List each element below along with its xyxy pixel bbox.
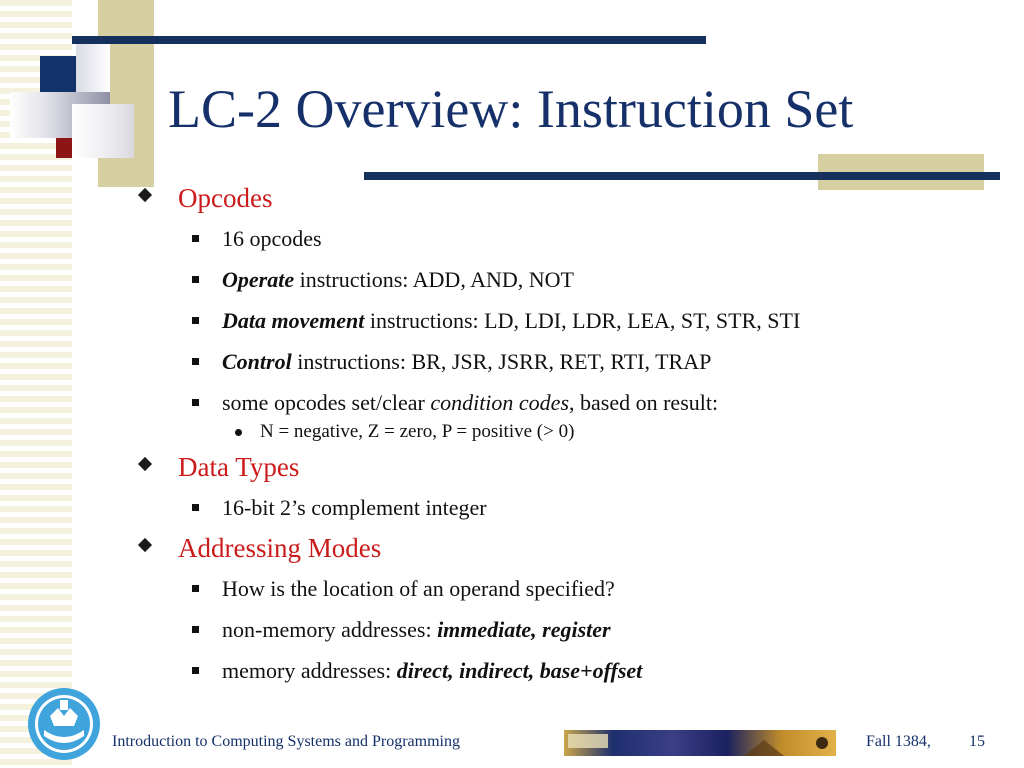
list-item-separator: , (448, 658, 460, 683)
list-item-emphasis: immediate (437, 617, 532, 642)
list-item-text: 16 opcodes (222, 226, 322, 251)
slide-title: LC-2 Overview: Instruction Set (168, 79, 854, 139)
section-heading-opcodes (140, 178, 1000, 218)
square-bullet-icon (192, 626, 199, 633)
section-heading-data-types (140, 447, 1000, 487)
sub-list-item (140, 417, 1000, 447)
footer-course-title: Introduction to Computing Systems and Programming (112, 733, 460, 750)
section-heading-addressing-modes (140, 528, 1000, 568)
light-square-decoration (76, 40, 110, 92)
light-gradient-square-decoration (72, 104, 134, 158)
square-bullet-icon (192, 667, 199, 674)
list-item-text: some opcodes set/clear (222, 390, 431, 415)
list-item (140, 568, 1000, 609)
section-heading-text: Data Types (178, 452, 300, 482)
dot-bullet-icon (235, 429, 242, 436)
list-item (140, 487, 1000, 528)
footer-term: Fall 1384, (866, 733, 931, 750)
square-bullet-icon (192, 276, 199, 283)
list-item-text: non-memory addresses: (222, 617, 438, 642)
square-bullet-icon (192, 585, 199, 592)
list-item (140, 218, 1000, 259)
list-item-emphasis: register (542, 617, 611, 642)
list-item-emphasis: base+offset (539, 658, 643, 683)
square-bullet-icon (192, 235, 199, 242)
square-bullet-icon (192, 399, 199, 406)
list-item (140, 259, 1000, 300)
list-item-emphasis: Data movement (222, 308, 365, 333)
diamond-bullet-icon (138, 538, 152, 552)
slide-content (140, 178, 1000, 691)
square-bullet-icon (192, 504, 199, 511)
university-logo (26, 686, 102, 762)
page-number: 15 (969, 733, 985, 750)
section-heading-text: Addressing Modes (178, 533, 382, 563)
list-item-emphasis: Control (222, 349, 292, 374)
list-item-emphasis: indirect (459, 658, 529, 683)
list-item-text: instructions: LD, LDI, LDR, LEA, ST, STR, STI (364, 308, 801, 333)
list-item-separator: , (531, 617, 543, 642)
list-item-separator: , (528, 658, 540, 683)
list-item (140, 341, 1000, 382)
list-item-text: instructions: BR, JSR, JSRR, RET, RTI, TRAP (291, 349, 712, 374)
list-item-emphasis: Operate (222, 267, 295, 292)
diamond-bullet-icon (138, 188, 152, 202)
list-item (140, 650, 1000, 691)
list-item-text: How is the location of an operand specified? (222, 576, 615, 601)
square-bullet-icon (192, 317, 199, 324)
diamond-bullet-icon (138, 457, 152, 471)
list-item-emphasis: direct (396, 658, 449, 683)
list-item-text: memory addresses: (222, 658, 397, 683)
list-item-text: , based on result: (569, 390, 719, 415)
list-item-text: instructions: ADD, AND, NOT (294, 267, 574, 292)
list-item (140, 300, 1000, 341)
list-item-italic: condition codes (430, 390, 570, 415)
section-heading-text: Opcodes (178, 183, 273, 213)
sub-list-item-text: N = negative, Z = zero, P = positive (> 0) (260, 421, 575, 442)
list-item-text: 16-bit 2’s complement integer (222, 495, 487, 520)
square-bullet-icon (192, 358, 199, 365)
footer-image-strip (564, 730, 836, 756)
list-item (140, 609, 1000, 650)
top-title-rule (72, 36, 706, 44)
